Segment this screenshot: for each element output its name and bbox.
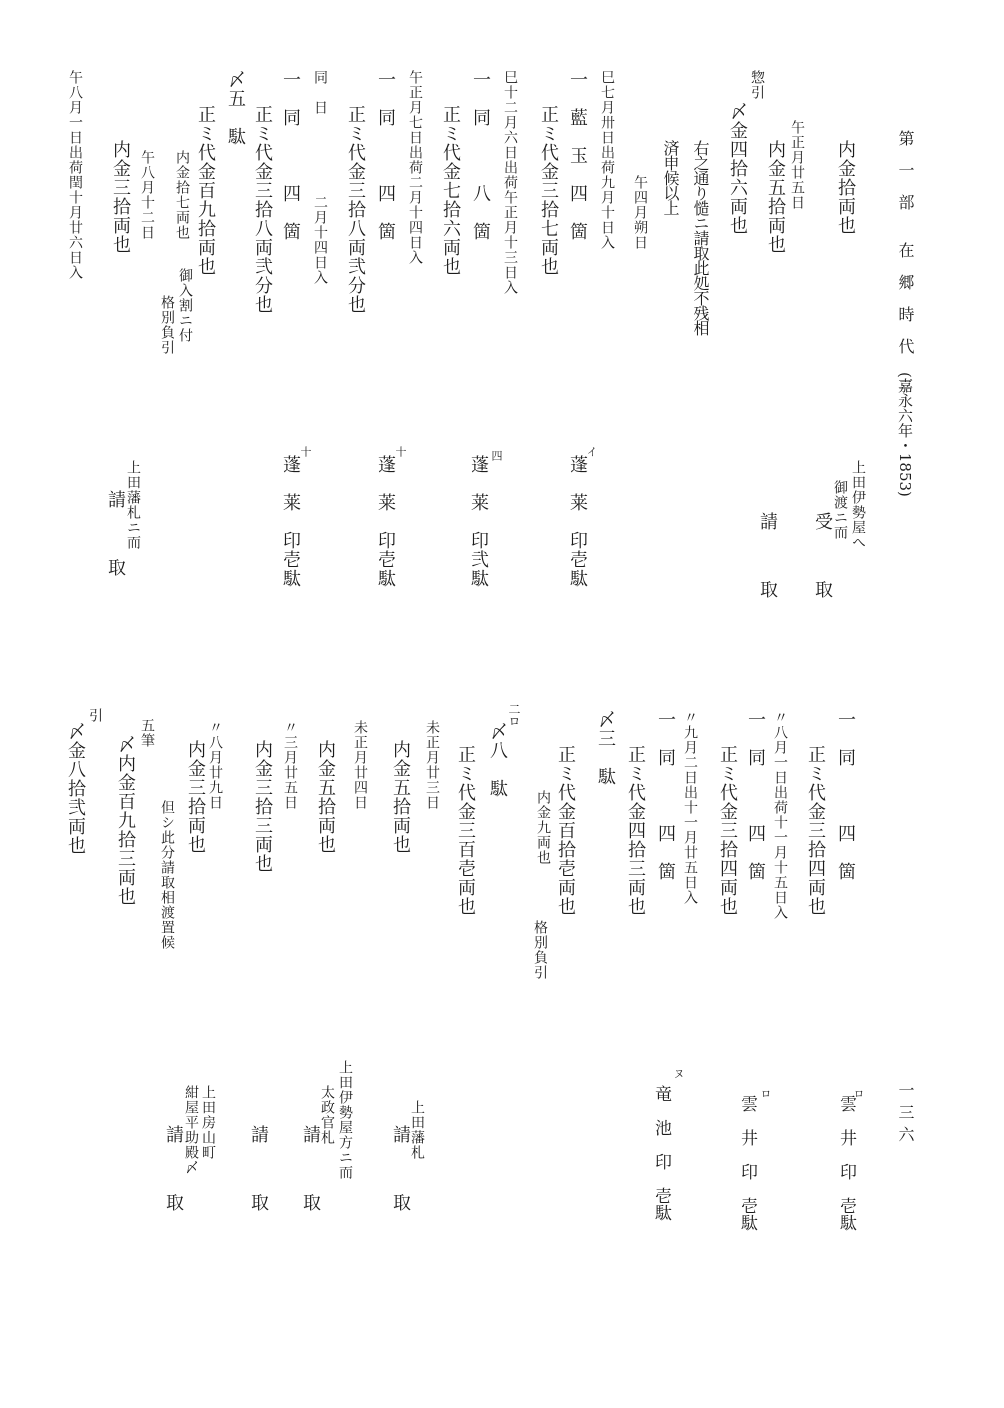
payment-amount: 内金三拾両也 xyxy=(185,740,206,854)
payment-date: 〃八月廿九日 xyxy=(207,720,223,810)
balance-amount: 〆金四拾六両也 xyxy=(727,102,748,235)
payment-status: 請 取 xyxy=(163,1125,184,1227)
grand-total-price: 正ミ代金三百壱両也 xyxy=(455,745,476,916)
shipment-mark-code: ロ xyxy=(759,1088,772,1099)
shipment-mark: 蓬 莱 印壱駄 xyxy=(280,455,301,588)
shipment-price: 正ミ代金四拾三両也 xyxy=(625,745,646,916)
subtotal-price: 正ミ代金百拾壱両也 xyxy=(555,745,576,916)
grand-total-count: 〆八 駄 xyxy=(487,722,508,798)
payment-date: 未正月廿三日 xyxy=(424,720,440,810)
payment-note: 上田房山町 xyxy=(200,1085,216,1160)
shipment-item: 一 同 八 箇 xyxy=(470,70,491,241)
payment-note: 上田藩札 xyxy=(409,1100,425,1160)
header-part: 第一部 xyxy=(896,130,915,226)
shipment-mark-code: イ xyxy=(585,446,598,457)
shipment-mark: 竜 池 印 壱駄 xyxy=(651,1085,671,1221)
total-price: 正ミ代金百九拾両也 xyxy=(195,105,216,276)
payment-amount: 内金拾両也 xyxy=(835,140,856,235)
shipment-price: 正ミ代金三拾八両弐分也 xyxy=(345,105,366,314)
header-era: (嘉永六年・1853) xyxy=(896,372,914,497)
closing-line: 済申候以上 xyxy=(661,140,680,215)
shipment-price: 正ミ代金三拾四両也 xyxy=(805,745,826,916)
shipment-mark: 雲 井 印 壱駄 xyxy=(737,1095,757,1231)
shipment-date: 巳七月卅日出荷九月十日入 xyxy=(599,70,615,250)
subtotal-count: 〆三 駄 xyxy=(595,710,616,786)
payment-date: 〃三月廿五日 xyxy=(282,720,298,810)
shipment-mark-code: 十 xyxy=(394,446,407,457)
payment-note: 御渡ニ而 xyxy=(832,480,848,540)
balance-label: 惣引 xyxy=(749,70,765,100)
payment-amount: 内金五拾両也 xyxy=(765,140,786,254)
shipment-date: 午正月七日出荷二月十四日入 xyxy=(407,70,423,265)
shipment-item: 一 同 四 箇 xyxy=(280,70,301,241)
payment-note: 上田伊勢屋方ニ而 xyxy=(337,1060,353,1180)
shipment-price: 正ミ代金三拾四両也 xyxy=(717,745,738,916)
shipment-mark-code: ヌ xyxy=(672,1068,685,1079)
subtotal-deduction: 内金九両也 xyxy=(535,790,551,865)
shipment-mark: 蓬 莱 印弐駄 xyxy=(468,455,489,588)
payment-amount: 内金五拾両也 xyxy=(390,740,411,854)
shipment-mark-code: 四 xyxy=(490,450,503,461)
shipment-item: 一 同 四 箇 xyxy=(375,70,396,241)
shipment-date: 午八月一日出荷閏十月廿六日入 xyxy=(67,70,83,280)
payment-note: 紺屋平助殿〆 xyxy=(183,1085,199,1175)
shipment-arrival: 二月十四日入 xyxy=(312,195,328,285)
payment-note: 上田藩札ニ而 xyxy=(125,460,141,550)
shipment-date: 〃九月二日出十一月廿五日入 xyxy=(682,710,698,905)
shipment-item: 一 同 四 箇 xyxy=(655,710,676,881)
shipment-price: 正ミ代金三拾七両也 xyxy=(538,105,559,276)
total-count: 〆五 駄 xyxy=(225,70,246,146)
shipment-price: 正ミ代金七拾六両也 xyxy=(440,105,461,276)
shipment-mark-code: ロ xyxy=(852,1088,865,1099)
payment-date: 未正月廿四日 xyxy=(352,720,368,810)
closing-line: 右之通り慥ニ請取此処不残相 xyxy=(691,140,710,335)
subtotal-reason: 格別負引 xyxy=(532,920,548,980)
total-deduction: 内金拾七両也 xyxy=(174,150,190,240)
payment-date: 午正月廿五日 xyxy=(789,120,805,210)
header-title: 在郷時代 xyxy=(896,242,915,370)
remaining-label: 引 xyxy=(87,708,103,723)
total-reason: 御入割ニ付 xyxy=(177,268,193,343)
shipment-date: 巳十二月六日出荷午正月十三日入 xyxy=(502,70,518,295)
remaining-amount: 〆金八拾弐両也 xyxy=(65,722,86,855)
payment-amount: 内金五拾両也 xyxy=(315,740,336,854)
shipment-mark: 蓬 莱 印壱駄 xyxy=(375,455,396,588)
payment-remark: 但シ此分請取相渡置候 xyxy=(159,800,175,950)
shipment-mark-code: 十 xyxy=(299,446,312,457)
payments-total-count: 五筆 xyxy=(139,718,155,748)
payment-status: 請 取 xyxy=(248,1125,269,1227)
payment-note: 上田伊勢屋へ xyxy=(850,460,866,550)
payment-status: 請 取 xyxy=(105,490,126,592)
shipment-price: 正ミ代金三拾八両弐分也 xyxy=(252,105,273,314)
payment-amount: 内金三拾両也 xyxy=(110,140,131,254)
payment-status: 請 取 xyxy=(757,512,778,614)
payment-amount: 内金三拾三両也 xyxy=(252,740,273,873)
total-reason: 格別負引 xyxy=(159,295,175,355)
payment-status: 請 取 xyxy=(300,1125,321,1227)
closing-date: 午四月朔日 xyxy=(632,175,648,250)
shipment-date: 〃八月一日出荷十一月十五日入 xyxy=(772,710,788,920)
payment-status: 受 取 xyxy=(812,512,833,614)
page-number: 一三六 xyxy=(896,1082,915,1148)
payments-total-amount: 〆内金百九拾三両也 xyxy=(115,735,136,906)
payment-note: 太政官札 xyxy=(319,1085,335,1145)
grand-total-code: 二ロ xyxy=(507,703,521,727)
payment-status: 請 取 xyxy=(390,1125,411,1227)
shipment-mark: 雲 井 印 壱駄 xyxy=(836,1095,856,1231)
shipment-item: 一 同 四 箇 xyxy=(835,710,856,881)
shipment-mark: 蓬 莱 印壱駄 xyxy=(567,455,588,588)
payment-date: 午八月十二日 xyxy=(139,150,155,240)
shipment-item: 一 同 四 箇 xyxy=(745,710,766,881)
shipment-date: 同 日 xyxy=(312,70,328,115)
shipment-item: 一 藍 玉 四 箇 xyxy=(567,70,588,241)
